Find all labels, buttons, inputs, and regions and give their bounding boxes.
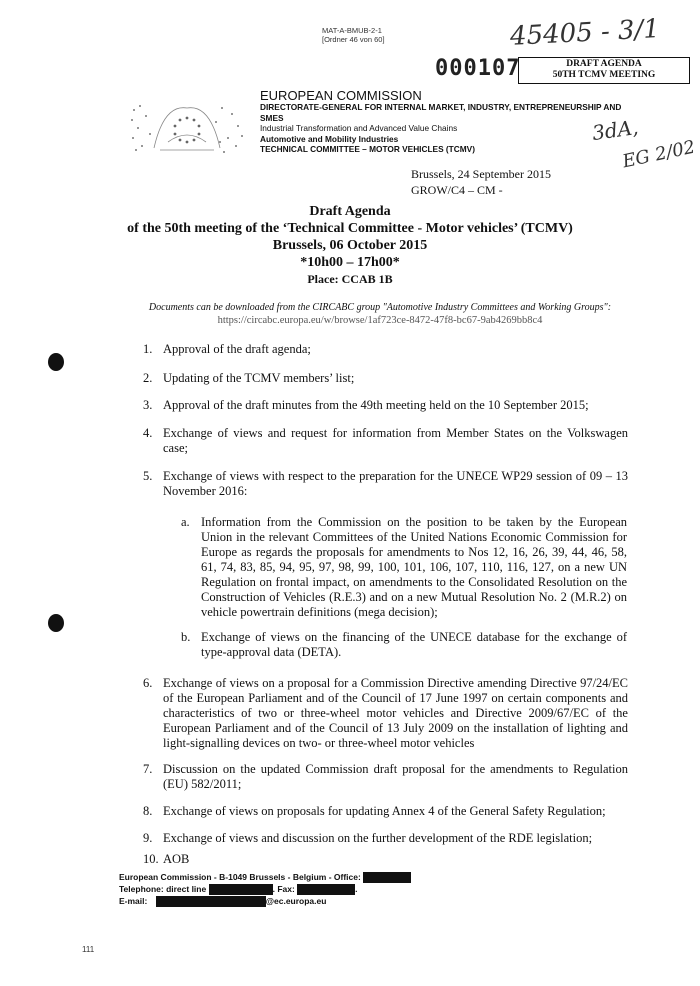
agenda-item [143,676,633,751]
date-block [411,166,551,198]
unit-line-2: Automotive and Mobility Industries [260,133,399,144]
punch-hole-bottom [48,614,64,632]
unit-line-1: Industrial Transformation and Advanced Value Chains [260,123,458,133]
redaction-bar [363,872,411,883]
agenda-subitem-text: Exchange of views on the financing of the UNECE database for the exchange of type-approval data (DETA). [201,630,627,659]
redaction-bar [209,884,273,895]
agenda-item-text: Approval of the draft minutes from the 49th meeting held on the 10 September 2015; [163,398,589,412]
handwritten-note-2: EG 2/02 [620,136,698,173]
redaction-bar [297,884,358,895]
agenda-item-text: Approval of the draft agenda; [163,342,311,356]
agenda-subitem-letter: a. [181,515,190,529]
agenda-item-text: Exchange of views and request for information from Member States on the Volkswagen case; [163,426,628,455]
agenda-item [143,804,633,820]
agenda-item-text: Discussion on the updated Commission draft proposal for the amendments to Regulation (EU) 582/2011; [163,762,628,791]
page-title: Draft Agenda [309,204,391,219]
footer-address [119,872,411,883]
draft-box-line2: 50TH TCMV MEETING [552,70,656,80]
agenda-item [143,469,633,501]
directorate-block [260,102,660,155]
handwritten-reference-number: 45405 - 3/1 [509,14,661,52]
documents-note: Documents can be downloaded from the CIRCABC group "Automotive Industry Committees and Working Groups": [148,302,612,313]
redaction-bar [156,896,266,907]
agenda-item [143,762,633,794]
stamp-number: 000107 [435,56,521,81]
agenda-item-text: Exchange of views and discussion on the further development of the RDE legislation; [163,831,593,845]
agenda-subitem [181,515,633,635]
agenda-item-number: 7. [143,762,153,776]
meeting-time: *10h00 – 17h00* [300,255,400,270]
ec-logo [124,98,250,160]
dg-line-1: DIRECTORATE-GENERAL FOR INTERNAL MARKET, INDUSTRY, ENTREPRENEURSHIP AND [260,102,622,112]
documents-link[interactable]: https://circabc.europa.eu/w/browse/1af723ce-8472-47f8-bc67-9ab4269bb8c4 [217,315,543,326]
meeting-location-date: Brussels, 06 October 2015 [272,238,428,253]
agenda-item-number: 5. [143,469,153,483]
archive-reference [322,26,385,44]
footer-email [119,896,326,907]
punch-hole-top [48,353,64,371]
agenda-item-text: Exchange of views with respect to the preparation for the UNECE WP29 session of 09 – 13 November 2016: [163,469,628,498]
agenda-item [143,831,633,847]
meeting-title: of the 50th meeting of the ‘Technical Committee - Motor vehicles’ (TCMV) [127,221,573,236]
footer-email-label: E-mail: [119,896,148,906]
draft-box-line1: DRAFT AGENDA [566,59,642,69]
footer-telephone [119,884,358,895]
agenda-item-text: Updating of the TCMV members’ list; [163,371,355,385]
agenda-subitem [181,630,633,662]
archive-ref-folder: [Ordner 46 von 60] [322,35,385,44]
agenda-item [143,398,633,414]
agenda-item-text: AOB [163,852,190,866]
footer-fax-label: . Fax: [272,884,295,894]
meeting-place: Place: CCAB 1B [307,272,393,286]
footer-email-domain: @ec.europa.eu [265,896,327,906]
agenda-subitem-text: Information from the Commission on the position to be taken by the European Union in the relevant Committees of the United Nations Economic Commission for Europe as regards the proposals for amendments to Nos 12, 16, 26, 39, 44, 46, 58, 61, 74, 83, 85, 94, 95, 97, 98, 99, 100, 101, 106, 107, 110, 116, 127, on a new UN Regulation on frontal impact, on amendments to the Consolidated Resolution on the Construction of Vehicles (R.E.3) and on a new Mutual Resolution No. 2 (M.R.2) on vehicle powertrain definitions (mega decision); [201,515,627,619]
agenda-item-text: Exchange of views on a proposal for a Commission Directive amending Directive 97/24/EC of the European Parliament and of the Council of 17 June 1997 on certain components and characteristics of two or three-wheel motor vehicles and Directive 2009/67/EC of the European Parliament and of the Council of 13 July 2009 on the installation of lighting and light-signalling devices on two- or three-wheel motor vehicles [163,676,628,750]
agenda-item-number: 3. [143,398,153,412]
agenda-item-number: 9. [143,831,153,845]
organisation-name: EUROPEAN COMMISSION [260,88,422,103]
agenda-item-number: 1. [143,342,153,356]
document-reference: GROW/C4 – CM - [411,183,503,197]
handwritten-note: 3dA, [590,114,640,146]
agenda-subitem-letter: b. [181,630,191,644]
footer-fax-end: . [355,884,358,894]
agenda-item-number: 2. [143,371,153,385]
draft-agenda-box [518,57,690,84]
footer-address-text: European Commission - B-1049 Brussels - Belgium - Office: [119,872,361,882]
agenda-item-text: Exchange of views on proposals for updating Annex 4 of the General Safety Regulation; [163,804,606,818]
footer-telephone-label: Telephone: direct line [119,884,207,894]
agenda-item-number: 6. [143,676,153,690]
agenda-item [143,371,633,387]
agenda-item [143,342,633,358]
agenda-item [143,426,633,458]
page-number: 111 [82,945,95,954]
document-date: Brussels, 24 September 2015 [411,167,551,181]
archive-ref-code: MAT-A-BMUB-2-1 [322,26,382,35]
dg-line-2: SMES [260,112,284,123]
agenda-item [143,852,633,868]
agenda-item-number: 10. [143,852,159,866]
agenda-item-number: 4. [143,426,153,440]
unit-line-3: TECHNICAL COMMITTEE – MOTOR VEHICLES (TCMV) [260,144,475,154]
agenda-item-number: 8. [143,804,153,818]
